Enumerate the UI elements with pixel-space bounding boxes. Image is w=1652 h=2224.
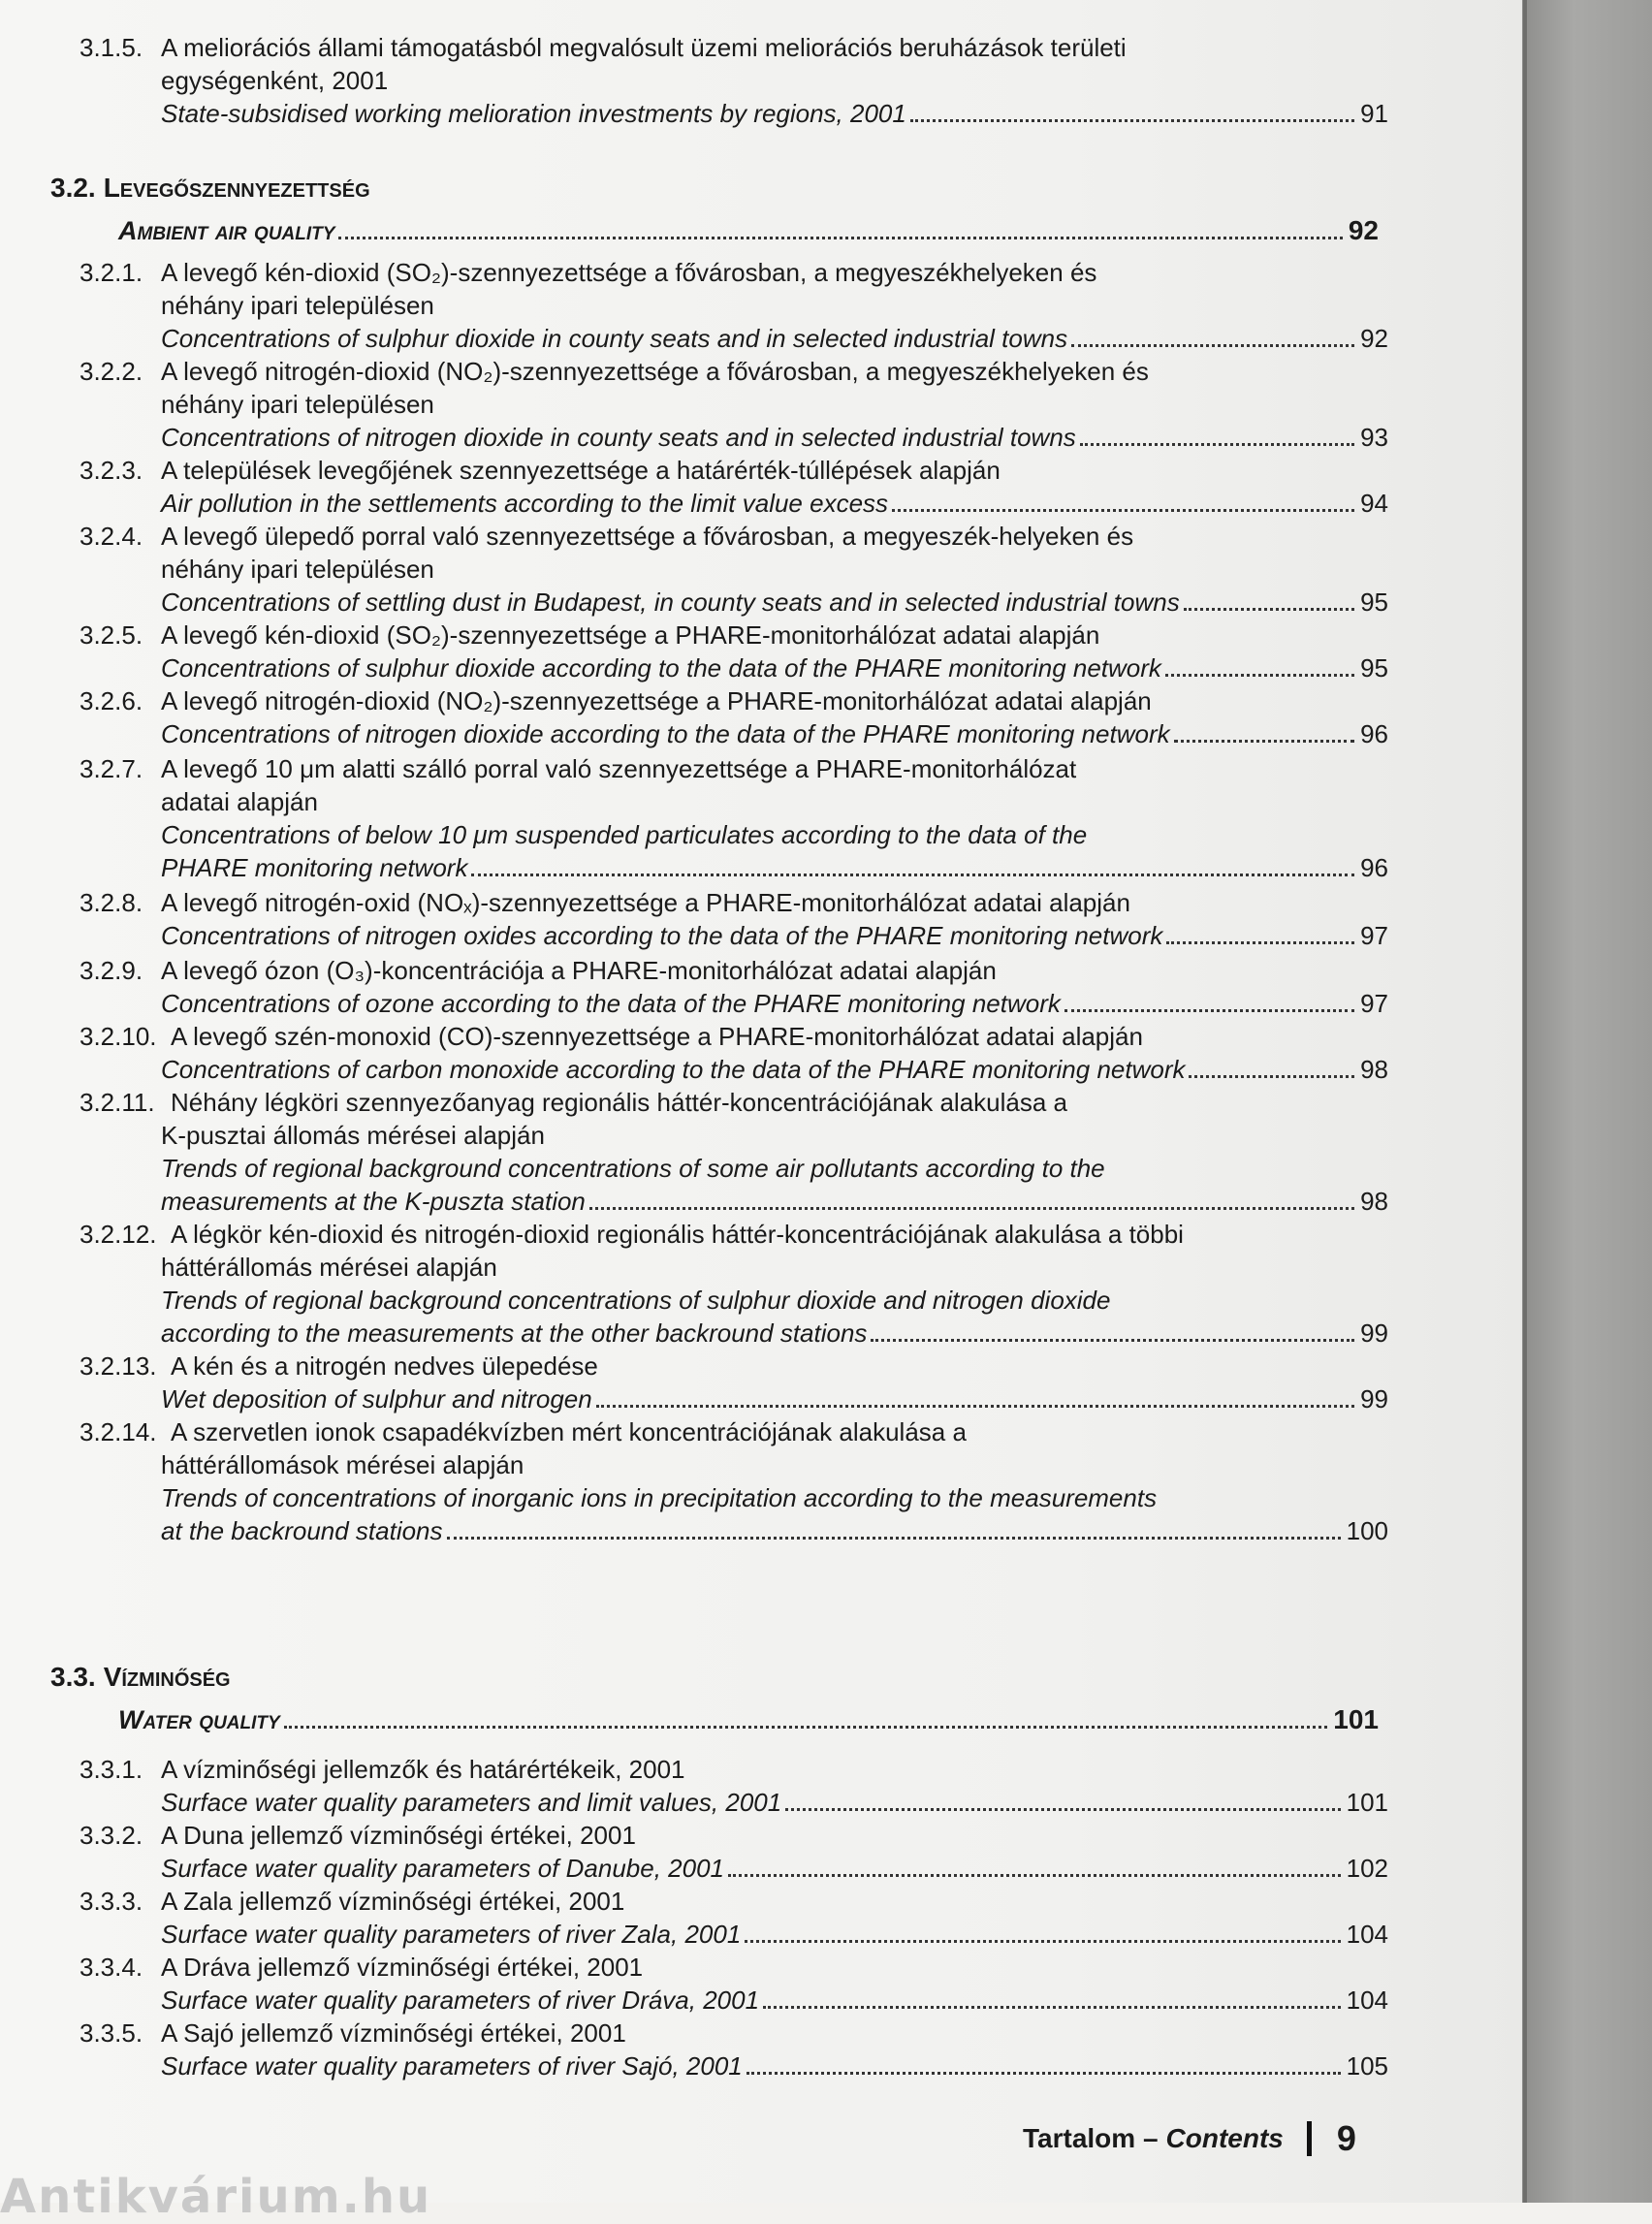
entry-page: 94 [1360, 489, 1388, 518]
leader-dots [728, 1874, 1341, 1877]
entry-title-hu: A levegő kén-dioxid (SO₂)-szennyezettsége a PHARE-monitorhálózat adatai alapján [161, 620, 1100, 650]
entry-number: 3.2.5. [79, 620, 143, 650]
entry-title-hu: A levegő szén-monoxid (CO)-szennyezettsége a PHARE-monitorhálózat adatai alapján [171, 1022, 1143, 1051]
entry-en-row [79, 1382, 1388, 1415]
entry-title-hu: A Zala jellemző vízminőségi értékei, 2001 [161, 1887, 625, 1916]
entry-hu-line [79, 1086, 1388, 1119]
entry-number: 3.3.5. [79, 2018, 143, 2048]
entry-hu-line [79, 256, 1388, 289]
toc-entry-3-3-4[interactable] [79, 1951, 1388, 2017]
entry-title-en: Concentrations of nitrogen oxides according to the data of the PHARE monitoring network [161, 921, 1163, 950]
entry-title-hu: A Sajó jellemző vízminőségi értékei, 2001 [161, 2018, 626, 2048]
entry-page: 95 [1360, 653, 1388, 683]
toc-entry-3-2-1[interactable] [79, 256, 1388, 355]
entry-hu-line [79, 1885, 1388, 1918]
entry-title-hu: A meliorációs állami támogatásból megvalósult üzemi meliorációs beruházások területi [161, 33, 1127, 62]
leader-dots [1080, 443, 1354, 446]
entry-page: 97 [1360, 989, 1388, 1018]
entry-title-hu: A levegő nitrogén-dioxid (NO₂)-szennyezettsége a PHARE-monitorhálózat adatai alapján [161, 686, 1152, 715]
entry-en-row [79, 717, 1388, 750]
entry-en-row [79, 1852, 1388, 1885]
leader-dots [471, 874, 1354, 876]
entry-number: 3.2.10. [79, 1022, 157, 1051]
entry-title-en: PHARE monitoring network [161, 853, 468, 882]
entry-en-row [79, 1918, 1388, 1951]
entry-title-en: Surface water quality parameters of river Dráva, 2001 [161, 1986, 760, 2015]
toc-entry-3-2-13[interactable] [79, 1350, 1388, 1415]
entry-title-en: Concentrations of settling dust in Budapest, in county seats and in selected industrial towns [161, 588, 1180, 617]
toc-entry-3-2-6[interactable] [79, 684, 1388, 750]
toc-entry-3-2-8[interactable] [79, 886, 1388, 952]
entry-en-row [79, 322, 1388, 355]
leader-dots [910, 119, 1354, 122]
toc-entry-3-1-5[interactable] [79, 31, 1388, 130]
entry-number: 3.2.1. [79, 258, 143, 287]
entry-page: 91 [1360, 99, 1388, 128]
entry-number: 3.3.4. [79, 1953, 143, 1982]
entry-title-en: Concentrations of nitrogen dioxide according to the data of the PHARE monitoring network [161, 719, 1170, 748]
entry-en-row [79, 987, 1388, 1020]
entry-page: 96 [1360, 719, 1388, 748]
toc-entry-3-2-9[interactable] [79, 954, 1388, 1020]
entry-hu-line [79, 1350, 1388, 1382]
leader-dots [589, 1207, 1354, 1210]
entry-hu-line [79, 1415, 1388, 1448]
toc-entry-3-3-2[interactable] [79, 1819, 1388, 1885]
entry-title-hu: A levegő nitrogén-dioxid (NO₂)-szennyezettsége a fővárosban, a megyeszékhelyeken és [161, 357, 1149, 386]
entry-en-row [79, 1786, 1388, 1819]
entry-en-row [79, 851, 1388, 884]
entry-title-hu: A Dráva jellemző vízminőségi értékei, 2001 [161, 1953, 644, 1982]
entry-title-en: Surface water quality parameters of river Zala, 2001 [161, 1920, 742, 1949]
leader-dots [871, 1339, 1354, 1342]
toc-entry-3-2-14[interactable] [79, 1415, 1388, 1547]
entry-title-en-first-line: Trends of regional background concentrations of some air pollutants according to the [161, 1154, 1105, 1183]
entry-title-en-first-line: Trends of concentrations of inorganic ions in precipitation according to the measurements [161, 1483, 1158, 1512]
entry-title-en: Concentrations of sulphur dioxide according to the data of the PHARE monitoring network [161, 653, 1161, 683]
entry-number: 3.2.6. [79, 686, 143, 715]
entry-hu-line [79, 454, 1388, 487]
entry-title-hu: Néhány légköri szennyezőanyag regionális háttér-koncentrációjának alakulása a [171, 1088, 1068, 1117]
leader-dots [763, 2006, 1341, 2009]
entry-en-row [79, 1984, 1388, 2017]
section-page: 101 [1333, 1704, 1379, 1734]
entry-number: 3.2.8. [79, 888, 143, 917]
entry-hu-line [79, 1951, 1388, 1984]
entry-page: 97 [1360, 921, 1388, 950]
entry-en-row [79, 487, 1388, 520]
entry-number: 3.2.9. [79, 956, 143, 985]
page-footer [1023, 2118, 1356, 2159]
entry-title-hu-cont: K-pusztai állomás mérései alapján [161, 1121, 545, 1150]
entry-title-en-first-line: Concentrations of below 10 μm suspended particulates according to the data of the [161, 820, 1088, 849]
toc-entry-3-2-5[interactable] [79, 619, 1388, 684]
section-title-hu: Levegőszennyezettség [103, 173, 370, 203]
entry-hu-line [79, 355, 1388, 388]
toc-entry-3-2-11[interactable] [79, 1086, 1388, 1218]
leader-dots [1064, 1009, 1354, 1012]
entry-hu-line [79, 31, 1388, 64]
leader-dots [1166, 941, 1354, 944]
entry-number: 3.3.2. [79, 1821, 143, 1850]
entry-title-hu-cont: egységenként, 2001 [161, 66, 389, 95]
toc-entry-3-3-1[interactable] [79, 1753, 1388, 1819]
entry-title-hu: A levegő 10 μm alatti szálló porral való szennyezettsége a PHARE-monitorhálózat [161, 754, 1077, 783]
entry-title-hu-cont: néhány ipari településen [161, 390, 434, 419]
entry-title-hu: A levegő kén-dioxid (SO₂)-szennyezettsége a fővárosban, a megyeszékhelyeken és [161, 258, 1097, 287]
entry-title-hu-cont: adatai alapján [161, 787, 318, 816]
section-title-en: Ambient air quality [118, 216, 335, 245]
leader-dots [284, 1726, 1328, 1729]
entry-number: 3.2.7. [79, 754, 143, 783]
leader-dots [747, 2072, 1341, 2075]
leader-dots [745, 1940, 1340, 1943]
entry-hu-line [79, 1753, 1388, 1786]
entry-page: 93 [1360, 423, 1388, 452]
entry-en-row [79, 651, 1388, 684]
leader-dots [1165, 674, 1354, 677]
entry-hu-line [79, 886, 1388, 919]
entry-title-en: at the backround stations [161, 1516, 443, 1545]
entry-title-en: State-subsidised working melioration investments by regions, 2001 [161, 99, 906, 128]
entry-en-row [79, 1185, 1388, 1218]
entry-number: 3.2.12. [79, 1220, 157, 1249]
entry-title-hu-cont: néhány ipari településen [161, 291, 434, 320]
entry-page: 104 [1346, 1986, 1388, 2015]
leader-dots [338, 237, 1342, 239]
section-title-en: Water quality [118, 1705, 280, 1734]
leader-dots [785, 1808, 1340, 1811]
entry-hu-line [79, 2017, 1388, 2049]
entry-title-en: Air pollution in the settlements according to the limit value excess [161, 489, 889, 518]
entry-page: 95 [1360, 588, 1388, 617]
entry-title-hu: A kén és a nitrogén nedves ülepedése [171, 1351, 598, 1381]
entry-page: 99 [1360, 1384, 1388, 1414]
entry-hu-line [79, 520, 1388, 553]
entry-title-hu: A levegő ülepedő porral való szennyezettsége a fővárosban, a megyeszék-helyeken és [161, 522, 1134, 551]
entry-en-row [79, 2049, 1388, 2082]
section-en-row [118, 1704, 1379, 1735]
entry-page: 102 [1346, 1854, 1388, 1883]
entry-title-hu: A települések levegőjének szennyezettsége a határérték-túllépések alapján [161, 456, 1001, 485]
toc-entry-3-3-3[interactable] [79, 1885, 1388, 1951]
entry-number: 3.2.13. [79, 1351, 157, 1381]
entry-title-en: Concentrations of ozone according to the data of the PHARE monitoring network [161, 989, 1061, 1018]
entry-title-en: Concentrations of carbon monoxide according to the data of the PHARE monitoring network [161, 1055, 1186, 1084]
entry-hu-line [79, 954, 1388, 987]
entry-title-en: Surface water quality parameters and limit values, 2001 [161, 1788, 782, 1817]
leader-dots [1174, 740, 1354, 743]
entry-page: 98 [1360, 1187, 1388, 1216]
entry-en-row [79, 97, 1388, 130]
entry-title-en: Concentrations of sulphur dioxide in county seats and in selected industrial towns [161, 324, 1068, 353]
section-number: 3.2. [50, 173, 96, 203]
entry-title-hu: A szervetlen ionok csapadékvízben mért koncentrációjának alakulása a [171, 1417, 967, 1446]
leader-dots [596, 1405, 1354, 1408]
entry-page: 96 [1360, 853, 1388, 882]
section-title-hu: Vízminőség [103, 1662, 231, 1692]
entry-page: 100 [1346, 1516, 1388, 1545]
entry-page: 104 [1346, 1920, 1388, 1949]
page-number: 9 [1336, 2118, 1356, 2158]
toc-entry-3-2-2[interactable] [79, 355, 1388, 454]
leader-dots [892, 509, 1354, 512]
entry-hu-line [79, 684, 1388, 717]
entry-title-hu-cont: néhány ipari településen [161, 555, 434, 584]
toc-entry-3-2-10[interactable] [79, 1020, 1388, 1086]
entry-number: 3.2.4. [79, 522, 143, 551]
entry-title-en: Surface water quality parameters of Danube, 2001 [161, 1854, 725, 1883]
entry-hu-line [79, 1218, 1388, 1251]
entry-en-row [79, 421, 1388, 454]
toc-entry-3-2-7[interactable] [79, 752, 1388, 884]
entry-title-en: Concentrations of nitrogen dioxide in county seats and in selected industrial towns [161, 423, 1076, 452]
watermark: Antikvárium.hu [0, 2170, 432, 2224]
entry-number: 3.3.3. [79, 1887, 143, 1916]
entry-title-hu: A vízminőségi jellemzők és határértékeik, 2001 [161, 1755, 685, 1784]
footer-label-en: Contents [1165, 2123, 1284, 2153]
footer-divider [1307, 2121, 1312, 2156]
entry-en-row [79, 1317, 1388, 1350]
leader-dots [447, 1537, 1341, 1540]
leader-dots [1189, 1075, 1354, 1078]
entry-hu-line [79, 1819, 1388, 1852]
entry-hu-line [79, 1020, 1388, 1053]
entry-title-en-first-line: Trends of regional background concentrations of sulphur dioxide and nitrogen dioxide [161, 1286, 1111, 1315]
entry-title-en: Wet deposition of sulphur and nitrogen [161, 1384, 592, 1414]
entry-number: 3.2.3. [79, 456, 143, 485]
section-page: 92 [1348, 215, 1379, 245]
leader-dots [1184, 608, 1354, 611]
entry-title-hu: A levegő ózon (O₃)-koncentrációja a PHARE-monitorhálózat adatai alapján [161, 956, 997, 985]
entry-number: 3.1.5. [79, 33, 143, 62]
entry-title-en: according to the measurements at the other backround stations [161, 1319, 868, 1348]
entry-en-row [79, 919, 1388, 952]
entry-title-hu-cont: háttérállomások mérései alapján [161, 1450, 524, 1479]
entry-page: 105 [1346, 2051, 1388, 2081]
toc-entry-3-2-3[interactable] [79, 454, 1388, 520]
entry-number: 3.2.14. [79, 1417, 157, 1446]
section-heading-3-2[interactable] [50, 173, 1388, 245]
entry-number: 3.3.1. [79, 1755, 143, 1784]
entry-title-hu: A légkör kén-dioxid és nitrogén-dioxid regionális háttér-koncentrációjának alakulása a többi [171, 1220, 1184, 1249]
toc-entry-3-2-12[interactable] [79, 1218, 1388, 1350]
entry-en-row [79, 1514, 1388, 1547]
entry-hu-line [79, 752, 1388, 785]
book-gutter [1522, 0, 1652, 2203]
entry-number: 3.2.11. [79, 1088, 155, 1117]
section-number: 3.3. [50, 1662, 96, 1692]
entry-title-en: Surface water quality parameters of river Sajó, 2001 [161, 2051, 743, 2081]
entry-title-hu: A levegő nitrogén-oxid (NOₓ)-szennyezettsége a PHARE-monitorhálózat adatai alapján [161, 888, 1130, 917]
gutter-edge [1523, 0, 1527, 2203]
toc-entry-3-3-5[interactable] [79, 2017, 1388, 2082]
entry-title-hu: A Duna jellemző vízminőségi értékei, 2001 [161, 1821, 636, 1850]
entry-page: 99 [1360, 1319, 1388, 1348]
entry-page: 92 [1360, 324, 1388, 353]
section-en-row [118, 215, 1379, 246]
toc-entry-3-2-4[interactable] [79, 520, 1388, 619]
entry-hu-line [79, 619, 1388, 651]
entry-number: 3.2.2. [79, 357, 143, 386]
section-heading-3-3[interactable] [50, 1662, 1388, 1734]
footer-label-hu: Tartalom – [1023, 2123, 1159, 2153]
entry-title-en: measurements at the K-puszta station [161, 1187, 586, 1216]
entry-en-row [79, 586, 1388, 619]
entry-page: 98 [1360, 1055, 1388, 1084]
entry-title-hu-cont: háttérállomás mérései alapján [161, 1253, 497, 1282]
entry-en-row [79, 1053, 1388, 1086]
entry-page: 101 [1346, 1788, 1388, 1817]
leader-dots [1071, 344, 1354, 347]
